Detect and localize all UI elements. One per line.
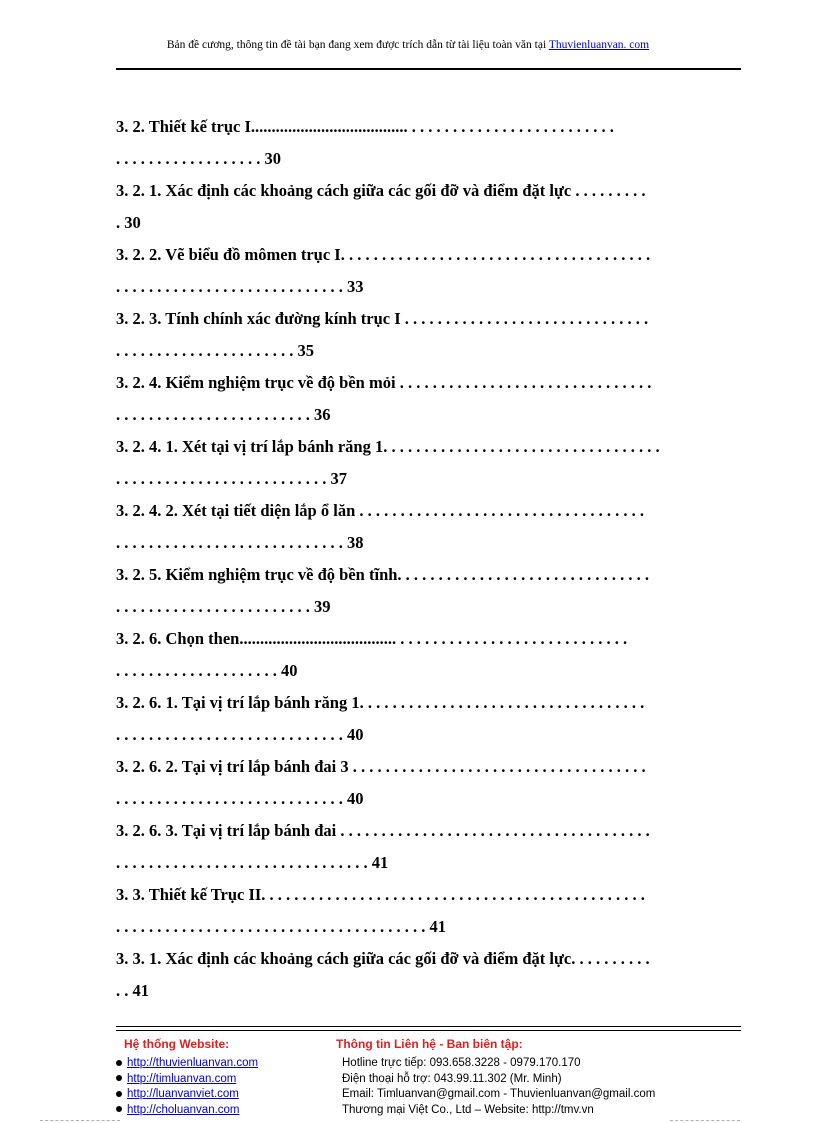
edge-mark [670,1120,740,1122]
website-link[interactable]: http://timluanvan.com [127,1072,237,1085]
contact-phone: Điện thoại hỗ trợ: 043.99.11.302 (Mr. Minh) [342,1072,562,1085]
header-divider [116,68,741,70]
toc-entry[interactable] [116,815,741,879]
toc-entry-line1: 3. 2. 4. 2. Xét tại tiết diện lắp ổ lăn . . . . . . . . . . . . . . . . . . . . . . . . . . . . . . . . . . . [116,501,644,520]
website-link[interactable]: http://thuvienluanvan.com [127,1057,259,1069]
website-item [116,1103,326,1119]
toc-entry-line2: . . . . . . . . . . . . . . . . . . . . . . . . . . . . . . . . . . . . . . 41 [116,917,446,936]
website-list-title: Hệ thống Website: [124,1037,230,1051]
toc-entry-line1: 3. 2. 5. Kiểm nghiệm trục về độ bền tĩnh. . . . . . . . . . . . . . . . . . . . . . . . . . . . . . . [116,565,650,584]
website-link[interactable]: http://choluanvan.com [127,1103,240,1116]
toc-entry-line1: 3. 2. 6. Chọn then...................................... . . . . . . . . . . . . . . . . . . . . . . . . . . . . [116,629,628,648]
bullet-icon [116,1075,122,1081]
header-text: Bản đề cương, thông tin đề tài bạn đang xem được trích dẫn từ tài liệu toàn văn tại [166,39,549,51]
contact-hotline: Hotline trực tiếp: 093.658.3228 - 0979.170.170 [342,1057,581,1069]
contact-info-title: Thông tin Liên hệ - Ban biên tập: [336,1037,523,1051]
toc-entry[interactable] [116,559,741,623]
page-header [0,38,816,52]
toc-entry[interactable] [116,751,741,815]
toc-entry-line2: . . . . . . . . . . . . . . . . . . . . . . . . 39 [116,597,331,616]
toc-entry[interactable] [116,303,741,367]
toc-entry-line2: . 30 [116,213,141,232]
toc-entry-line2: . . 41 [116,981,149,1000]
toc-entry[interactable] [116,367,741,431]
toc-entry-line1: 3. 2. 6. 2. Tại vị trí lắp bánh đai 3 . . . . . . . . . . . . . . . . . . . . . . . . . . . . . . . . . . . . [116,757,646,776]
website-link[interactable]: http://luanvanviet.com [127,1088,239,1100]
toc-entry-line2: . . . . . . . . . . . . . . . . . . . . . . . . . . 37 [116,469,347,488]
toc-entry[interactable] [116,239,741,303]
toc-entry-line1: 3. 2. 2. Vẽ biểu đồ mômen trục I. . . . . . . . . . . . . . . . . . . . . . . . . . . . . . . . . . . . . . [116,245,651,264]
toc-entry[interactable] [116,495,741,559]
contact-company: Thương mại Việt Co., Ltd – Website: http://tmv.vn [342,1103,594,1116]
website-list [116,1036,326,1118]
toc-entry-line1: 3. 2. Thiết kế trục I...................................... . . . . . . . . . . . . . . . . . . . . . . . . . [116,117,614,136]
toc-entry-line1: 3. 2. 1. Xác định các khoảng cách giữa các gối đỡ và điểm đặt lực . . . . . . . . . [116,181,646,200]
toc-entry[interactable] [116,111,741,175]
toc-entry[interactable] [116,175,741,239]
toc-entry-line2: . . . . . . . . . . . . . . . . . . . . . . 35 [116,341,314,360]
toc-entry[interactable] [116,879,741,943]
edge-mark [40,1120,120,1122]
contact-email: Email: Timluanvan@gmail.com - Thuvienluanvan@gmail.com [342,1088,656,1100]
toc-entry-line2: . . . . . . . . . . . . . . . . . . . . . . . . . . . . . . . 41 [116,853,389,872]
bullet-icon [116,1060,122,1066]
footer-divider [116,1030,741,1031]
toc-entry[interactable] [116,431,741,495]
toc-entry[interactable] [116,623,741,687]
toc-entry-line2: . . . . . . . . . . . . . . . . . . . . . . . . 36 [116,405,331,424]
toc-entry-line2: . . . . . . . . . . . . . . . . . . . . . . . . . . . . 40 [116,789,364,808]
toc-entry-line1: 3. 2. 4. 1. Xét tại vị trí lắp bánh răng 1. . . . . . . . . . . . . . . . . . . . . . . . . . . . . . . . . . [116,437,660,456]
contact-info [336,1036,746,1118]
website-item [116,1087,326,1103]
table-of-contents [116,111,741,1007]
toc-entry-line1: 3. 2. 6. 3. Tại vị trí lắp bánh đai . . . . . . . . . . . . . . . . . . . . . . . . . . . . . . . . . . . . . . [116,821,650,840]
toc-entry-line2: . . . . . . . . . . . . . . . . . . . . . . . . . . . . 40 [116,725,364,744]
bullet-icon [116,1106,122,1112]
website-item [116,1072,326,1088]
toc-entry-line1: 3. 2. 4. Kiểm nghiệm trục về độ bền mỏi . . . . . . . . . . . . . . . . . . . . . . . . . . . . . . . [116,373,652,392]
website-item [116,1056,326,1072]
toc-entry[interactable] [116,943,741,1007]
toc-entry-line1: 3. 2. 3. Tính chính xác đường kính trục I . . . . . . . . . . . . . . . . . . . . . . . . . . . . . . [116,309,649,328]
toc-entry-line2: . . . . . . . . . . . . . . . . . . . . 40 [116,661,298,680]
toc-entry-line2: . . . . . . . . . . . . . . . . . . . . . . . . . . . . 38 [116,533,364,552]
toc-entry[interactable] [116,687,741,751]
footer-divider [116,1026,741,1027]
toc-entry-line2: . . . . . . . . . . . . . . . . . . . . . . . . . . . . 33 [116,277,364,296]
toc-entry-line1: 3. 2. 6. 1. Tại vị trí lắp bánh răng 1. . . . . . . . . . . . . . . . . . . . . . . . . . . . . . . . . . . [116,693,645,712]
header-link[interactable]: Thuvienluanvan. com [548,39,650,51]
bullet-icon [116,1091,122,1097]
toc-entry-line2: . . . . . . . . . . . . . . . . . . 30 [116,149,281,168]
toc-entry-line1: 3. 3. 1. Xác định các khoảng cách giữa các gối đỡ và điểm đặt lực. . . . . . . . . . [116,949,650,968]
toc-entry-line1: 3. 3. Thiết kế Trục II. . . . . . . . . . . . . . . . . . . . . . . . . . . . . . . . . . . . . . . . . . . . . . . [116,885,645,904]
